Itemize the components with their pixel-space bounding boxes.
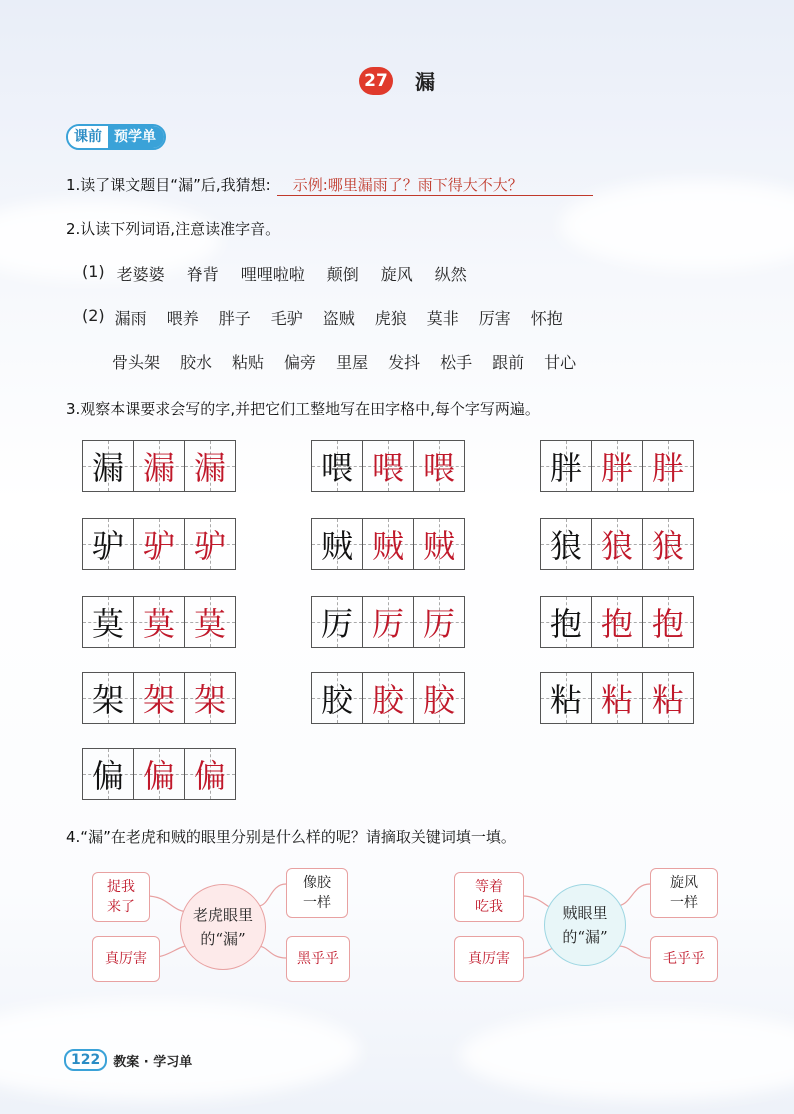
tianzige-grid (540, 518, 694, 570)
char-text: 架 (193, 681, 226, 719)
word-item: 老婆婆 (116, 265, 165, 284)
word-item: 毛驴 (270, 309, 303, 328)
char-text: 厉 (422, 605, 455, 643)
map-text: 的“漏” (562, 928, 608, 946)
char-text: 莫 (193, 605, 226, 643)
word-item: 莫非 (426, 309, 459, 328)
char-text: 厉 (320, 605, 353, 643)
word-item: 甘心 (544, 353, 577, 372)
char-text: 厉 (371, 605, 404, 643)
thief-map-top-left (454, 872, 524, 922)
char-text: 漏 (142, 449, 175, 487)
map-text: 吃我 (475, 899, 503, 915)
tianzige-grid (540, 440, 694, 492)
section-tag-part2: 预学单 (108, 126, 164, 148)
map-text: 一样 (670, 895, 698, 911)
word-row-1-label: (1) (82, 262, 105, 281)
char-text: 驴 (142, 527, 175, 565)
page-number: 122 (64, 1049, 107, 1071)
char-text: 贼 (320, 527, 353, 565)
word-item: 漏雨 (114, 309, 147, 328)
word-item: 脊背 (186, 265, 219, 284)
word-item: 旋风 (380, 265, 413, 284)
char-text: 驴 (91, 527, 124, 565)
char-text: 狼 (651, 527, 684, 565)
word-item: 纵然 (434, 265, 467, 284)
tianzige-grid (540, 596, 694, 648)
char-text: 偏 (91, 757, 124, 795)
char-text: 胖 (600, 449, 633, 487)
char-text: 贼 (371, 527, 404, 565)
tianzige-grid (311, 672, 465, 724)
tianzige-grid (311, 440, 465, 492)
char-text: 狼 (549, 527, 582, 565)
word-item: 颠倒 (326, 265, 359, 284)
map-text: 贼眼里 (562, 904, 608, 922)
question-3-text: 3.观察本课要求会写的字,并把它们工整地写在田字格中,每个字写两遍。 (66, 400, 540, 418)
char-text: 胶 (422, 681, 455, 719)
char-text: 狼 (600, 527, 633, 565)
char-text: 架 (142, 681, 175, 719)
map-text: 旋风 (670, 875, 698, 891)
tianzige-grid (311, 596, 465, 648)
question-1-text: 1.读了课文题目“漏”后,我猜想: (66, 176, 271, 194)
char-text: 胶 (320, 681, 353, 719)
char-text: 驴 (193, 527, 226, 565)
word-item: 胶水 (180, 353, 213, 372)
footer-text: 教案 · 学习单 (113, 1054, 193, 1070)
char-text: 粘 (651, 681, 684, 719)
char-text: 莫 (142, 605, 175, 643)
thief-map-bottom-right: 毛乎乎 (650, 936, 718, 982)
char-text: 贼 (422, 527, 455, 565)
tiger-map-bottom-right: 黑乎乎 (286, 936, 350, 982)
char-text: 架 (91, 681, 124, 719)
char-text: 漏 (193, 449, 226, 487)
thief-map-bottom-left: 真厉害 (454, 936, 524, 982)
word-item: 虎狼 (374, 309, 407, 328)
char-text: 胖 (549, 449, 582, 487)
word-item: 怀抱 (530, 309, 563, 328)
page-footer (64, 1049, 192, 1071)
char-text: 漏 (91, 449, 124, 487)
tianzige-grid (82, 672, 236, 724)
question-1-answer: 示例:哪里漏雨了？雨下得大不大？ (277, 174, 593, 196)
char-text: 喂 (422, 449, 455, 487)
char-text: 抱 (600, 605, 633, 643)
word-item: 发抖 (388, 353, 421, 372)
word-item: 粘贴 (232, 353, 265, 372)
tianzige-grid (82, 518, 236, 570)
char-text: 粘 (549, 681, 582, 719)
tiger-map-bottom-left: 真厉害 (92, 936, 160, 982)
section-tag-part1: 课前 (68, 126, 108, 148)
thief-map-top-right (650, 868, 718, 918)
word-item: 喂养 (166, 309, 199, 328)
question-4-text: 4.“漏”在老虎和贼的眼里分别是什么样的呢？请摘取关键词填一填。 (66, 828, 516, 846)
word-row-2-label: (2) (82, 306, 105, 325)
word-item: 跟前 (492, 353, 525, 372)
map-text: 捉我 (107, 879, 135, 895)
char-text: 喂 (320, 449, 353, 487)
question-2-text: 2.认读下列词语,注意读准字音。 (66, 220, 281, 238)
word-item: 里屋 (336, 353, 369, 372)
map-text: 等着 (475, 879, 503, 895)
word-item: 骨头架 (112, 353, 161, 372)
map-text: 的“漏” (200, 930, 246, 948)
tiger-map-top-left (92, 872, 150, 922)
word-item: 盗贼 (322, 309, 355, 328)
char-text: 胶 (371, 681, 404, 719)
map-text: 老虎眼里 (192, 906, 253, 924)
tianzige-grid (311, 518, 465, 570)
char-text: 偏 (142, 757, 175, 795)
tianzige-grid (82, 748, 236, 800)
char-text: 抱 (651, 605, 684, 643)
char-text: 莫 (91, 605, 124, 643)
word-item: 胖子 (218, 309, 251, 328)
word-item: 哩哩啦啦 (240, 265, 305, 284)
char-text: 胖 (651, 449, 684, 487)
map-text: 一样 (303, 895, 331, 911)
tianzige-grid (82, 440, 236, 492)
map-text: 像胶 (303, 875, 331, 891)
char-text: 喂 (371, 449, 404, 487)
char-text: 抱 (549, 605, 582, 643)
word-item: 厉害 (478, 309, 511, 328)
char-text: 粘 (600, 681, 633, 719)
tiger-map-center (180, 884, 266, 970)
tianzige-grid (540, 672, 694, 724)
tiger-map-top-right (286, 868, 348, 918)
char-text: 偏 (193, 757, 226, 795)
map-text: 来了 (107, 899, 135, 915)
word-item: 松手 (440, 353, 473, 372)
tianzige-grid (82, 596, 236, 648)
word-item: 偏旁 (284, 353, 317, 372)
lesson-number-badge: 27 (359, 67, 393, 95)
lesson-title: 漏 (415, 70, 435, 94)
thief-map-center (544, 884, 626, 966)
